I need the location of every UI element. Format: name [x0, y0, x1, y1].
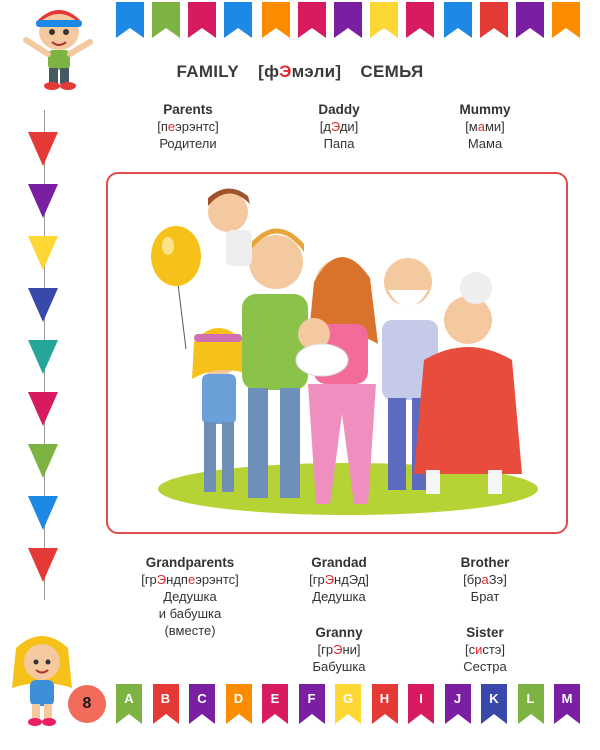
bunting-flag: [28, 444, 58, 478]
vocabulary-entry: [128, 101, 248, 152]
bunting-flag: [116, 2, 144, 38]
alphabet-letter: C: [197, 691, 207, 706]
word-english: Sister: [466, 625, 504, 640]
word-english: Parents: [163, 102, 213, 117]
word-transcription: [грЭни]: [317, 642, 361, 657]
bunting-flag: [28, 392, 58, 426]
bunting-flag: [552, 2, 580, 38]
alphabet-letter-flag: [116, 684, 142, 724]
word-transcription: [грЭндпеэрэнтс]: [141, 572, 239, 587]
word-english: Grandad: [311, 555, 367, 570]
word-english: Mummy: [459, 102, 511, 117]
word-russian: Дедушка: [312, 589, 366, 604]
word-transcription: [пеэрэнтс]: [157, 119, 219, 134]
alphabet-letter-flag: [554, 684, 580, 724]
bunting-flag: [28, 132, 58, 166]
word-transcription: [браЗэ]: [463, 572, 507, 587]
alphabet-letter-flag: [518, 684, 544, 724]
alphabet-letter-flag: [335, 684, 361, 724]
word-russian: Родители: [159, 136, 217, 151]
bunting-flag: [188, 2, 216, 38]
alphabet-letter: E: [270, 691, 280, 706]
title-russian: СЕМЬЯ: [360, 62, 424, 81]
word-english: Daddy: [318, 102, 360, 117]
bunting-flag: [298, 2, 326, 38]
alphabet-letter-flag: [153, 684, 179, 724]
vocabulary-entry: [430, 624, 540, 675]
family-illustration-frame: [106, 172, 568, 534]
alphabet-letter: F: [307, 691, 316, 706]
title-transcription: [фЭмэли]: [258, 62, 342, 81]
alphabet-letter: B: [160, 691, 171, 706]
word-english: Grandparents: [145, 555, 235, 570]
alphabet-letter: H: [379, 691, 390, 706]
bunting-flag: [28, 548, 58, 582]
bunting-flag: [480, 2, 508, 38]
alphabet-letter-flag: [408, 684, 434, 724]
word-russian: Брат: [470, 589, 500, 604]
vocabulary-entry: [430, 554, 540, 605]
alphabet-letter: D: [233, 691, 244, 706]
vocabulary-entry: [284, 101, 394, 152]
word-russian: Сестра: [463, 659, 507, 674]
word-transcription: [грЭндЭд]: [309, 572, 369, 587]
alphabet-letter: G: [342, 691, 354, 706]
word-transcription: [дЭди]: [319, 119, 359, 134]
bunting-flag: [28, 184, 58, 218]
page-number: 8: [68, 685, 106, 723]
alphabet-letter-flag: [226, 684, 252, 724]
alphabet-letter-flag: [481, 684, 507, 724]
bunting-flag: [28, 496, 58, 530]
page-title: [0, 62, 600, 82]
bunting-flag: [28, 236, 58, 270]
family-illustration: [108, 174, 566, 532]
alphabet-letter-flag: [189, 684, 215, 724]
bunting-flag: [262, 2, 290, 38]
alphabet-letter-flag: [262, 684, 288, 724]
word-english: Brother: [460, 555, 510, 570]
vocabulary-entry: [430, 101, 540, 152]
word-russian: Дедушка: [163, 589, 217, 604]
alphabet-letter: J: [453, 691, 462, 706]
alphabet-letter: M: [561, 691, 573, 706]
bunting-flag: [444, 2, 472, 38]
bunting-flag: [516, 2, 544, 38]
alphabet-letter-flag: [372, 684, 398, 724]
alphabet-letter: A: [124, 691, 134, 706]
bunting-flag: [224, 2, 252, 38]
alphabet-letter: K: [489, 691, 499, 706]
word-russian: Мама: [467, 136, 503, 151]
word-russian: Папа: [323, 136, 355, 151]
vocabulary-entry: [284, 624, 394, 675]
bunting-flag: [28, 340, 58, 374]
alphabet-letter-flag: [445, 684, 471, 724]
bunting-flag: [334, 2, 362, 38]
bunting-flag: [28, 288, 58, 322]
vocabulary-entry: [120, 554, 260, 639]
word-english: Granny: [315, 625, 363, 640]
title-english: FAMILY: [176, 62, 240, 81]
alphabet-letter-flag: [299, 684, 325, 724]
bunting-flag: [370, 2, 398, 38]
word-transcription: [мами]: [465, 119, 505, 134]
word-russian: Бабушка: [312, 659, 366, 674]
word-russian: и бабушка: [158, 606, 222, 621]
bunting-flag: [406, 2, 434, 38]
alphabet-letter: I: [419, 691, 423, 706]
word-russian: (вместе): [164, 623, 216, 638]
word-transcription: [систэ]: [464, 642, 506, 657]
vocabulary-entry: [284, 554, 394, 605]
bunting-flag: [152, 2, 180, 38]
alphabet-letter: L: [526, 691, 535, 706]
